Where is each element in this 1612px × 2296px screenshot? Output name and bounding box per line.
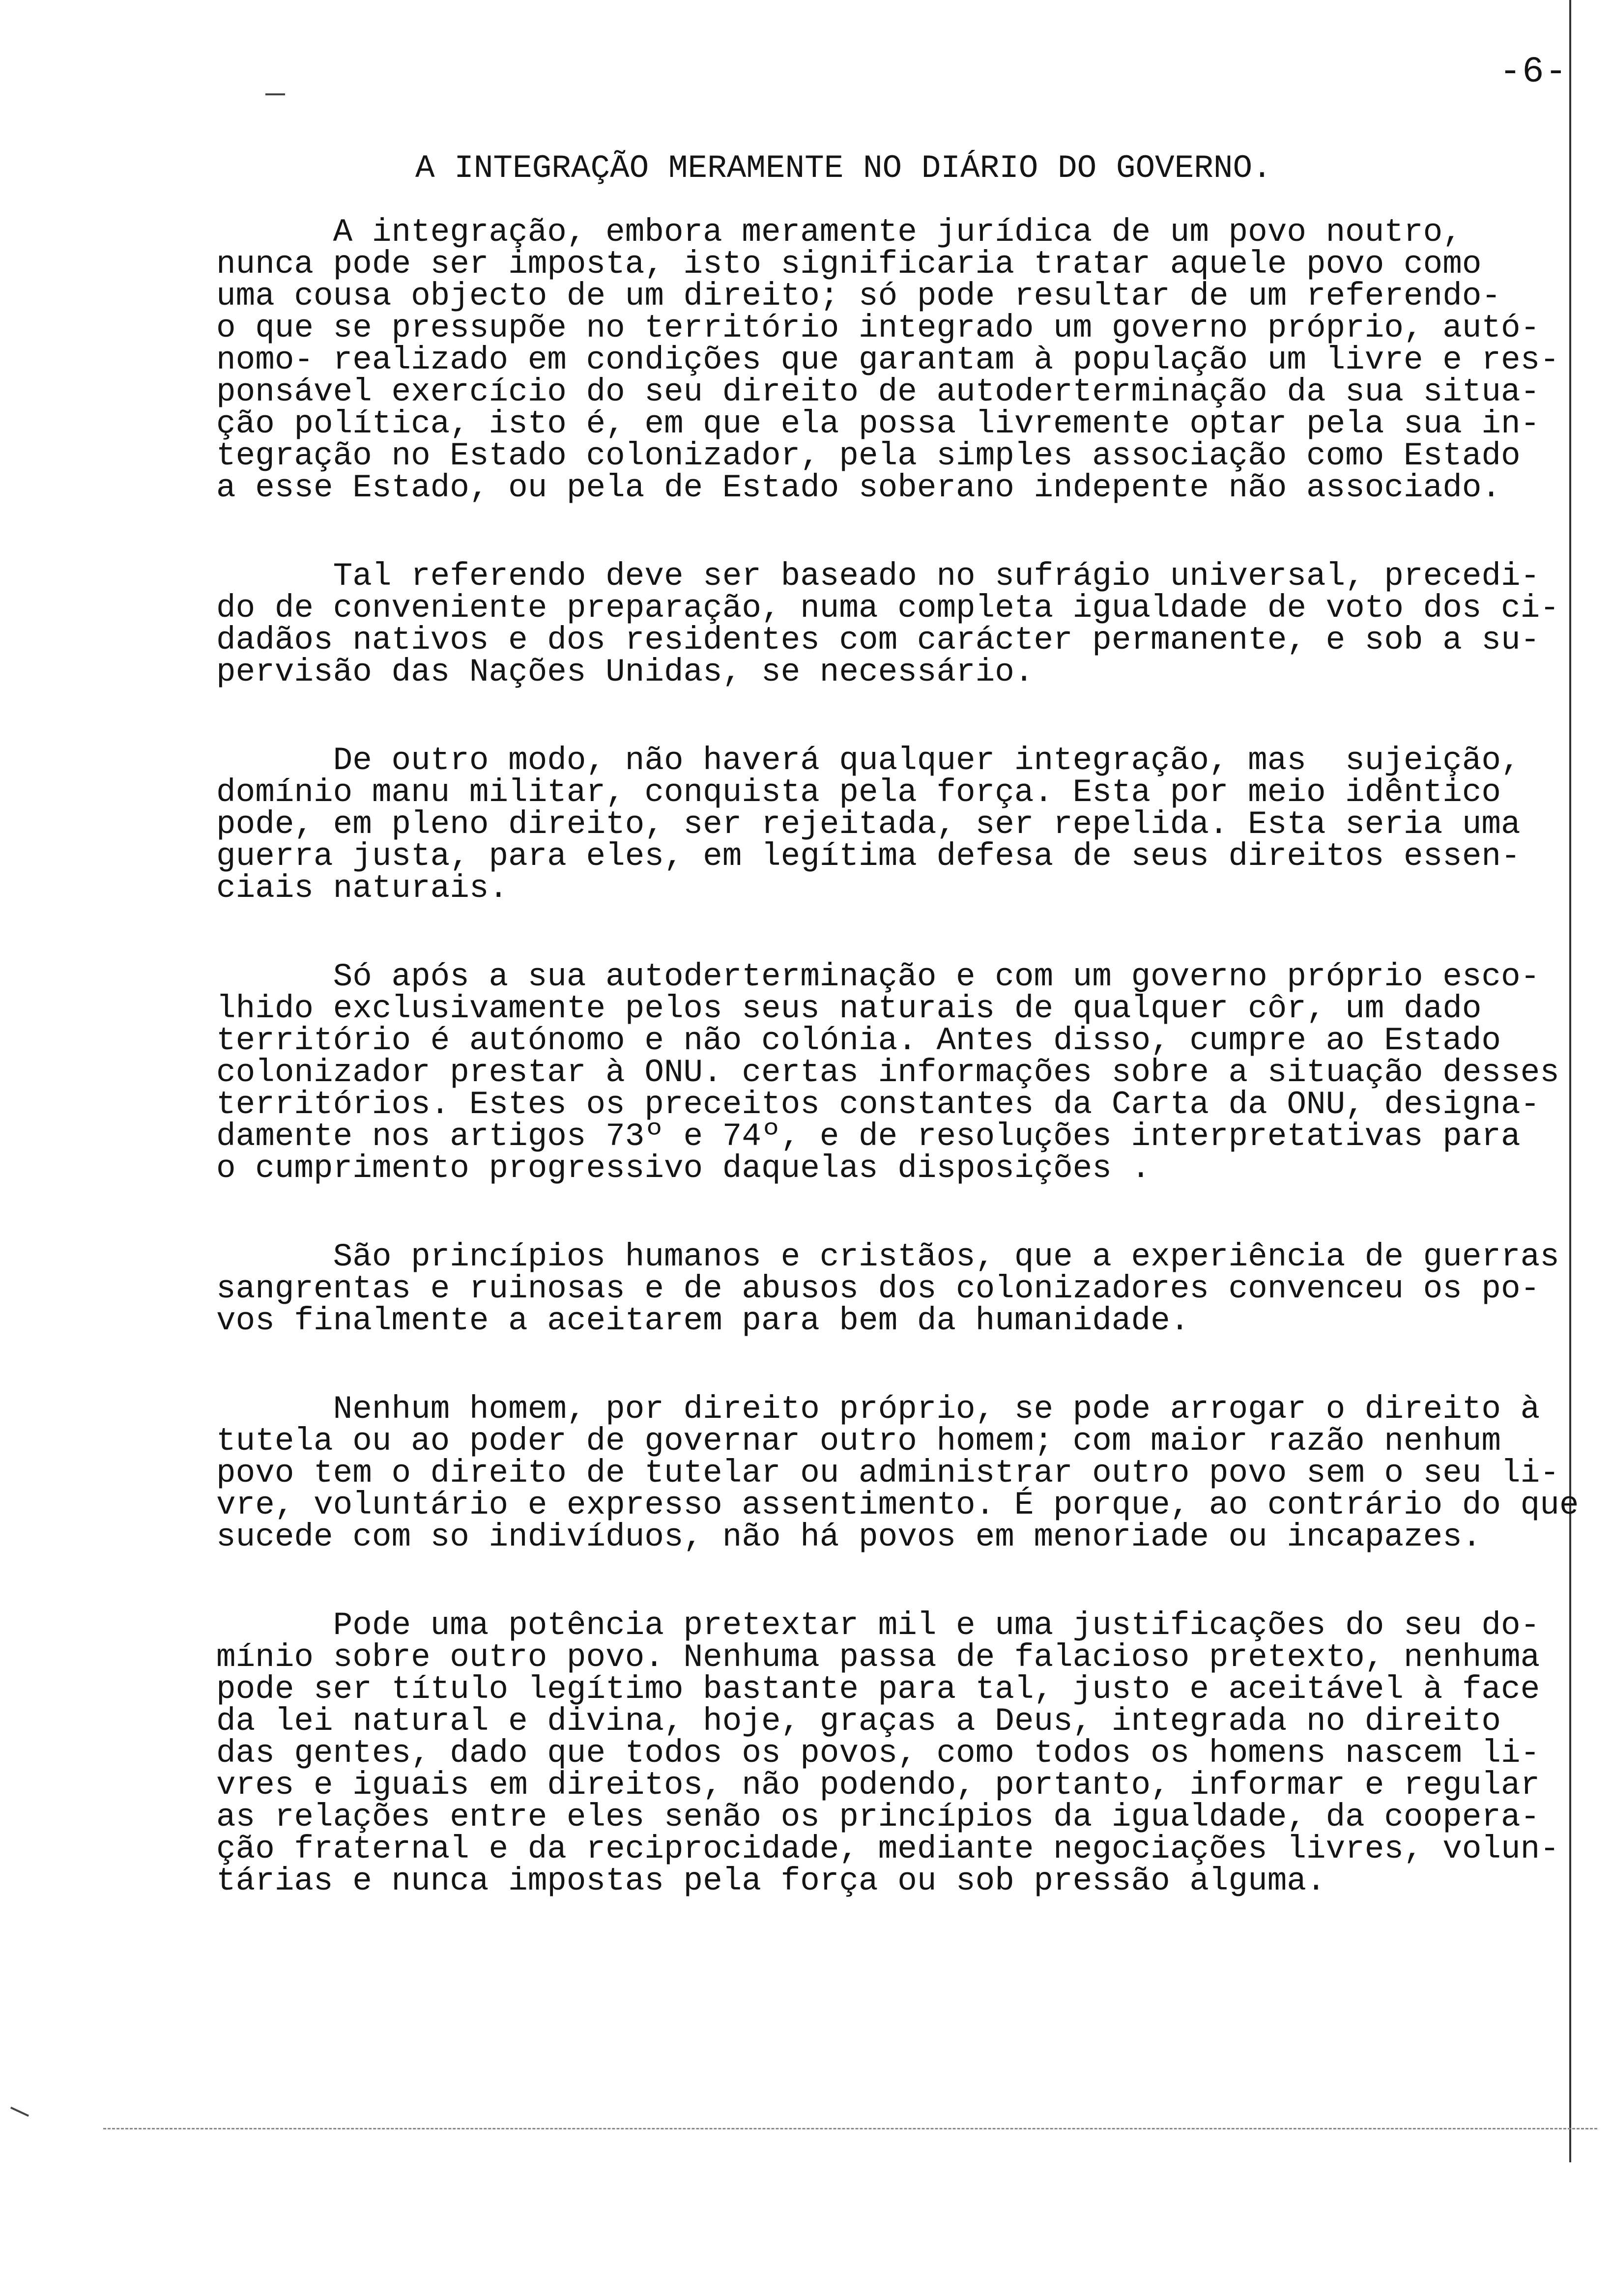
text-line: Só após a sua autoderterminação e com um governo próprio esco-	[216, 958, 1540, 995]
ink-mark	[265, 93, 285, 95]
page-title: A INTEGRAÇÃO MERAMENTE NO DIÁRIO DO GOVERNO.	[415, 150, 1272, 187]
text-line: tutela ou ao poder de governar outro homem; com maior razão nenhum	[216, 1423, 1501, 1460]
text-line: tegração no Estado colonizador, pela simples associação como Estado	[216, 437, 1521, 474]
text-line: colonizador prestar à ONU. certas informações sobre a situação desses	[216, 1054, 1559, 1091]
text-line: da lei natural e divina, hoje, graças a Deus, integrada no direito	[216, 1703, 1501, 1740]
text-line: das gentes, dado que todos os povos, como todos os homens nascem li-	[216, 1735, 1540, 1772]
paragraph	[216, 1609, 1587, 1897]
paragraph	[216, 742, 1587, 907]
paragraph	[216, 1393, 1587, 1553]
text-line: nunca pode ser imposta, isto significaria tratar aquele povo como	[216, 246, 1482, 283]
body-text	[216, 216, 1587, 1953]
text-line: território é autónomo e não colónia. Antes disso, cumpre ao Estado	[216, 1022, 1501, 1059]
text-line: Pode uma potência pretextar mil e uma justificações do seu do-	[216, 1607, 1540, 1644]
text-line: vre, voluntário e expresso assentimento. É porque, ao contrário do que	[216, 1487, 1579, 1523]
text-line: nomo- realizado em condições que garantam à população um livre e res-	[216, 342, 1559, 378]
text-line: uma cousa objecto de um direito; só pode resultar de um referendo-	[216, 278, 1501, 315]
text-line: o que se pressupõe no território integrado um governo próprio, autó-	[216, 310, 1540, 346]
text-line: o cumprimento progressivo daquelas disposições .	[216, 1150, 1151, 1187]
text-line: São princípios humanos e cristãos, que a experiência de guerras	[216, 1238, 1559, 1275]
text-line: ção fraternal e da reciprocidade, mediante negociações livres, volun-	[216, 1831, 1559, 1867]
text-line: damente nos artigos 73º e 74º, e de resoluções interpretativas para	[216, 1118, 1521, 1155]
text-line: dadãos nativos e dos residentes com carácter permanente, e sob a su-	[216, 622, 1540, 659]
ink-mark	[10, 2107, 29, 2117]
text-line: pervisão das Nações Unidas, se necessário.	[216, 654, 1034, 690]
text-line: as relações entre eles senão os princípios da igualdade, da coopera-	[216, 1799, 1540, 1836]
text-line: Nenhum homem, por direito próprio, se pode arrogar o direito à	[216, 1391, 1540, 1428]
text-line: a esse Estado, ou pela de Estado soberano indepente não associado.	[216, 469, 1501, 506]
text-line: Tal referendo deve ser baseado no sufrágio universal, precedi-	[216, 558, 1540, 595]
bottom-rule	[103, 2128, 1597, 2129]
text-line: pode, em pleno direito, ser rejeitada, ser repelida. Esta seria uma	[216, 806, 1521, 843]
page-number: -6-	[1499, 52, 1568, 93]
text-line: sangrentas e ruinosas e de abusos dos colonizadores convenceu os po-	[216, 1270, 1540, 1307]
text-line: mínio sobre outro povo. Nenhuma passa de falacioso pretexto, nenhuma	[216, 1639, 1540, 1676]
text-line: De outro modo, não haverá qualquer integração, mas sujeição,	[216, 742, 1521, 779]
text-line: sucede com so indivíduos, não há povos em menoriade ou incapazes.	[216, 1519, 1482, 1555]
text-line: A integração, embora meramente jurídica de um povo noutro,	[216, 214, 1462, 251]
text-line: territórios. Estes os preceitos constantes da Carta da ONU, designa-	[216, 1086, 1540, 1123]
paragraph	[216, 560, 1587, 688]
text-line: vres e iguais em direitos, não podendo, portanto, informar e regular	[216, 1767, 1540, 1804]
text-line: ponsável exercício do seu direito de autoderterminação da sua situa-	[216, 373, 1540, 410]
text-line: domínio manu militar, conquista pela força. Esta por meio idêntico	[216, 774, 1501, 811]
text-line: ção política, isto é, em que ela possa livremente optar pela sua in-	[216, 405, 1540, 442]
text-line: vos finalmente a aceitarem para bem da humanidade.	[216, 1302, 1190, 1339]
text-line: lhido exclusivamente pelos seus naturais de qualquer côr, um dado	[216, 990, 1482, 1027]
paragraph	[216, 216, 1587, 504]
text-line: pode ser título legítimo bastante para tal, justo e aceitável à face	[216, 1671, 1540, 1708]
paragraph	[216, 1238, 1587, 1339]
text-line: povo tem o direito de tutelar ou administrar outro povo sem o seu li-	[216, 1455, 1559, 1492]
text-line: tárias e nunca impostas pela força ou sob pressão alguma.	[216, 1863, 1326, 1899]
text-line: ciais naturais.	[216, 870, 509, 907]
text-line: do de conveniente preparação, numa completa igualdade de voto dos ci-	[216, 590, 1559, 627]
text-line: guerra justa, para eles, em legítima defesa de seus direitos essen-	[216, 838, 1521, 875]
paragraph	[216, 958, 1587, 1187]
